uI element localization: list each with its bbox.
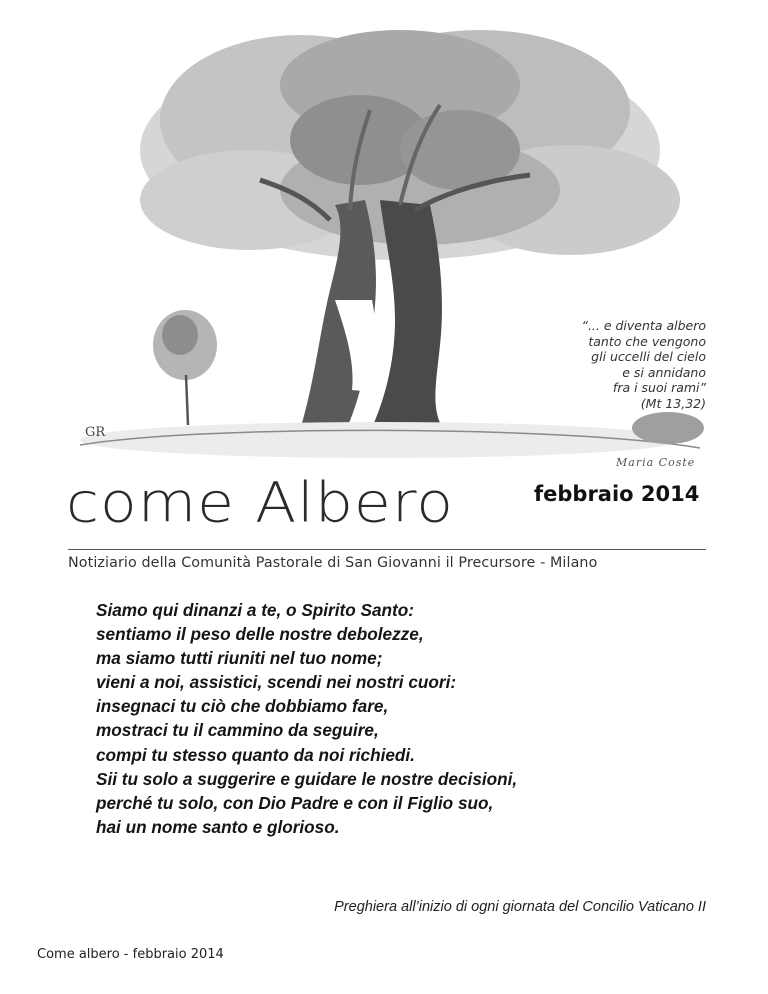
prayer-line: Sii tu solo a suggerire e guidare le nostre decisioni, [96, 768, 518, 789]
ground [80, 422, 700, 458]
prayer-line: mostraci tu il cammino da seguire, [96, 720, 379, 741]
scripture-quote: “... e diventa albero tanto che vengono gli uccelli del cielo e si annidano fra i suoi rami” (Mt 13,32) [581, 318, 706, 411]
prayer-line: ma siamo tutti riuniti nel tuo nome; [96, 648, 383, 669]
prayer-line: compi tu stesso quanto da noi richiedi. [96, 744, 415, 765]
prayer-line: sentiamo il peso delle nostre debolezze, [96, 624, 424, 645]
prayer-line: insegnaci tu ciò che dobbiamo fare, [96, 696, 389, 717]
prayer-line: Siamo qui dinanzi a te, o Spirito Santo: [96, 600, 414, 620]
issue-date: febbraio 2014 [534, 482, 700, 506]
artist-initials: GR [85, 425, 106, 440]
prayer-line: hai un nome santo e glorioso. [96, 816, 340, 837]
small-tree [153, 310, 217, 425]
prayer-text [96, 598, 517, 839]
prayer-line: vieni a noi, assistici, scendi nei nostri cuori: [96, 672, 457, 693]
artist-signature: Maria Coste [616, 456, 696, 469]
prayer-attribution: Preghiera all’inizio di ogni giornata del Concilio Vaticano II [334, 899, 706, 915]
masthead-title: come Albero [66, 470, 454, 536]
masthead-subtitle: Notiziario della Comunità Pastorale di San Giovanni il Precursore - Milano [68, 555, 598, 571]
page-footer: Come albero - febbraio 2014 [37, 947, 224, 962]
masthead-divider [68, 549, 706, 550]
prayer-line: perché tu solo, con Dio Padre e con il Figlio suo, [96, 792, 494, 813]
bush-right [632, 412, 704, 444]
